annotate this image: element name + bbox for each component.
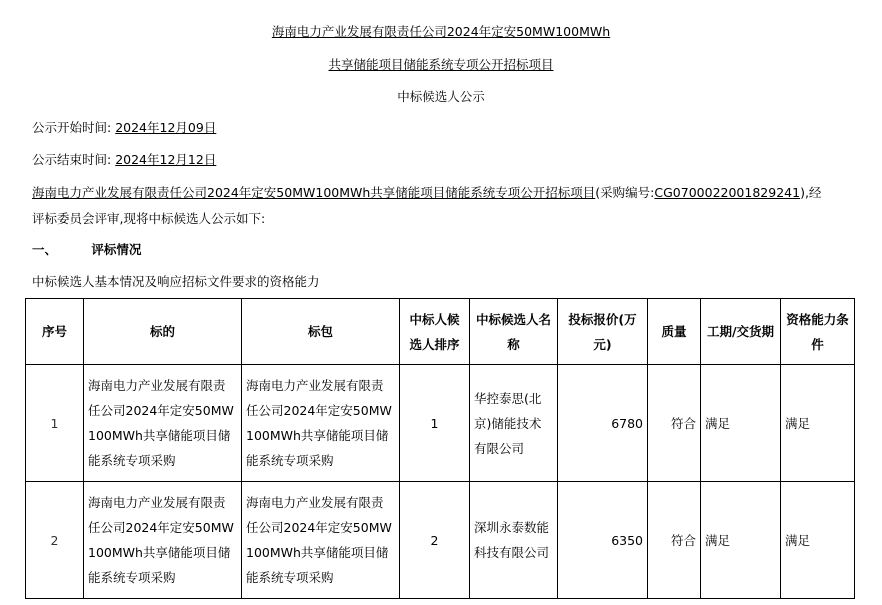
- header-seq: 序号: [26, 299, 84, 365]
- intro-line-2: 评标委员会评审,现将中标候选人公示如下:: [32, 211, 266, 226]
- section-number: 一、: [32, 242, 58, 257]
- row-package: 海南电力产业发展有限责任公司2024年定安50MW100MWh共享储能项目储能系统专项采购: [242, 365, 400, 482]
- title-line-1: 海南电力产业发展有限责任公司2024年定安50MW100MWh: [271, 24, 611, 39]
- table-caption: 中标候选人基本情况及响应招标文件要求的资格能力: [32, 274, 320, 289]
- table-header-row: [26, 299, 855, 365]
- row-price: 6350: [558, 482, 648, 599]
- row-qualification: 满足: [781, 365, 855, 482]
- intro-code-suffix: ),经: [800, 185, 822, 200]
- header-subject: 标的: [84, 299, 242, 365]
- header-schedule: 工期/交货期: [701, 299, 781, 365]
- table-row: [26, 482, 855, 599]
- row-price: 6780: [558, 365, 648, 482]
- row-seq: 2: [26, 482, 84, 599]
- bid-candidates-table: [25, 298, 855, 599]
- publish-start-label: 公示开始时间:: [32, 120, 112, 135]
- intro-line-1: [32, 184, 821, 202]
- publish-end: [32, 151, 216, 169]
- publish-start: [32, 119, 216, 137]
- row-subject: 海南电力产业发展有限责任公司2024年定安50MW100MWh共享储能项目储能系统专项采购: [84, 482, 242, 599]
- intro-procurement-code: CG0700022001829241: [654, 185, 801, 200]
- section-title: 评标情况: [91, 242, 142, 257]
- header-quality: 质量: [648, 299, 701, 365]
- intro-code-prefix: (采购编号:: [595, 185, 655, 200]
- notice-subtitle: 中标候选人公示: [397, 89, 485, 104]
- title-line-2: 共享储能项目储能系统专项公开招标项目: [328, 57, 554, 72]
- row-rank: 1: [400, 365, 470, 482]
- row-subject: 海南电力产业发展有限责任公司2024年定安50MW100MWh共享储能项目储能系统专项采购: [84, 365, 242, 482]
- section-heading: [32, 241, 141, 259]
- row-rank: 2: [400, 482, 470, 599]
- publish-start-date: 2024年12月09日: [115, 120, 217, 135]
- header-package: 标包: [242, 299, 400, 365]
- row-qualification: 满足: [781, 482, 855, 599]
- header-candidate-name: 中标候选人名称: [470, 299, 558, 365]
- row-quality: 符合: [648, 365, 701, 482]
- header-rank: 中标人候选人排序: [400, 299, 470, 365]
- row-schedule: 满足: [701, 365, 781, 482]
- row-package: 海南电力产业发展有限责任公司2024年定安50MW100MWh共享储能项目储能系统专项采购: [242, 482, 400, 599]
- row-candidate-name: 深圳永泰数能科技有限公司: [470, 482, 558, 599]
- table-row: [26, 365, 855, 482]
- row-quality: 符合: [648, 482, 701, 599]
- publish-end-label: 公示结束时间:: [32, 152, 112, 167]
- row-seq: 1: [26, 365, 84, 482]
- header-price: 投标报价(万元): [558, 299, 648, 365]
- publish-end-date: 2024年12月12日: [115, 152, 217, 167]
- row-candidate-name: 华控泰思(北京)储能技术有限公司: [470, 365, 558, 482]
- intro-project-name: 海南电力产业发展有限责任公司2024年定安50MW100MWh共享储能项目储能系统专项公开招标项目: [32, 185, 596, 200]
- row-schedule: 满足: [701, 482, 781, 599]
- header-qualification: 资格能力条件: [781, 299, 855, 365]
